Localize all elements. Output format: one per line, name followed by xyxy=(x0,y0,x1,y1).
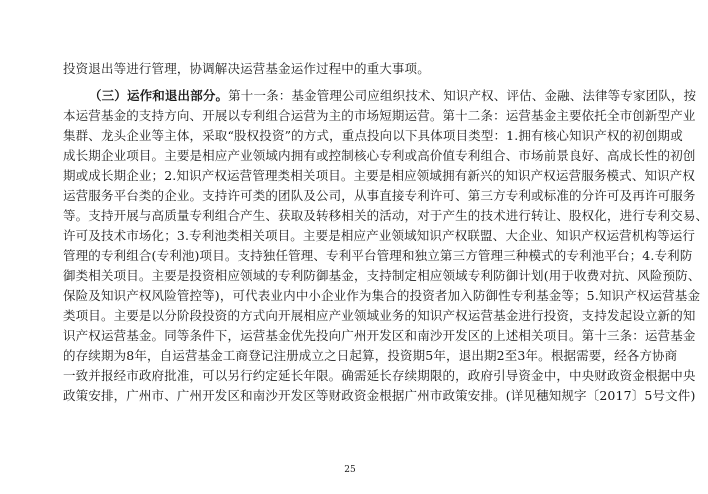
paragraph-line: 管理的专利组合(专利池)项目。支持独任管理、专利平台管理和独立第三方管理三种模式的专利池平台；4.专利防 xyxy=(63,248,693,263)
page-number: 25 xyxy=(344,465,356,475)
paragraph-line: 集群、龙头企业等主体，采取“股权投资”的方式，重点投向以下具体项目类型：1.拥有核心知识产权的初创期或 xyxy=(63,128,683,143)
paragraph-line: 投资退出等进行管理，协调解决运营基金运作过程中的重大事项。 xyxy=(63,61,430,76)
paragraph-line: 御类相关项目。主要是投资相应领域的专利防御基金，支持制定相应领域专利防御计划(用于收费对抗、风险预防、 xyxy=(63,268,701,283)
paragraph-line: 期或成长期企业；2.知识产权运营管理类相关项目。主要是相应领域拥有新兴的知识产权运营服务模式、知识产权 xyxy=(63,168,696,183)
paragraph-line: 的存续期为8年，自运营基金工商登记注册成立之日起算，投资期5年，退出期2至3年。根据需要，经各方协商 xyxy=(63,348,678,363)
paragraph-line: 识产权运营基金。同等条件下，运营基金优先投向广州开发区和南沙开发区的上述相关项目。第十三条：运营基金 xyxy=(63,328,696,343)
paragraph-line: 成长期企业项目。主要是相应产业领域内拥有或控制核心专利或高价值专利组合、市场前景良好、高成长性的初创 xyxy=(63,148,696,163)
paragraph-line: 等。支持开展与高质量专利组合产生、获取及转移相关的活动，对于产生的技术进行转让、股权化，进行专利交易、 xyxy=(63,208,708,223)
paragraph-line: 许可及技术市场化；3.专利池类相关项目。主要是相应产业领域知识产权联盟、大企业、知识产权运营机构等运行 xyxy=(63,228,696,243)
section-first-line-text: 第十一条：基金管理公司应组织技术、知识产权、评估、金融、法律等专家团队，按 xyxy=(228,88,697,103)
paragraph-line: 保险及知识产权风险管控等)，可代表业内中小企业作为集合的投资者加入防御性专利基金等；5.知识产权运营基金 xyxy=(63,288,701,303)
paragraph-line: 政策安排，广州市、广州开发区和南沙开发区等财政资金根据广州市政策安排。(详见穗知规字〔2017〕5号文件) xyxy=(63,388,696,403)
section-first-line xyxy=(89,87,697,104)
section-heading: （三）运作和退出部分。 xyxy=(89,88,229,103)
paragraph-line: 本运营基金的支持方向、开展以专利组合运营为主的市场短期运营。第十二条：运营基金主要依托全市创新型产业 xyxy=(63,108,696,123)
paragraph-line: 类项目。主要是以分阶段投资的方式向开展相应产业领域业务的知识产权运营基金进行投资，支持发起设立新的知 xyxy=(63,308,696,323)
paragraph-line: 一致并报经市政府批准，可以另行约定延长年限。确需延长存续期限的，政府引导资金中，中央财政资金根据中央 xyxy=(63,368,696,383)
paragraph-line: 运营服务平台类的企业。支持许可类的团队及公司，从事直接专利许可、第三方专利或标准的分许可及再许可服务 xyxy=(63,188,696,203)
